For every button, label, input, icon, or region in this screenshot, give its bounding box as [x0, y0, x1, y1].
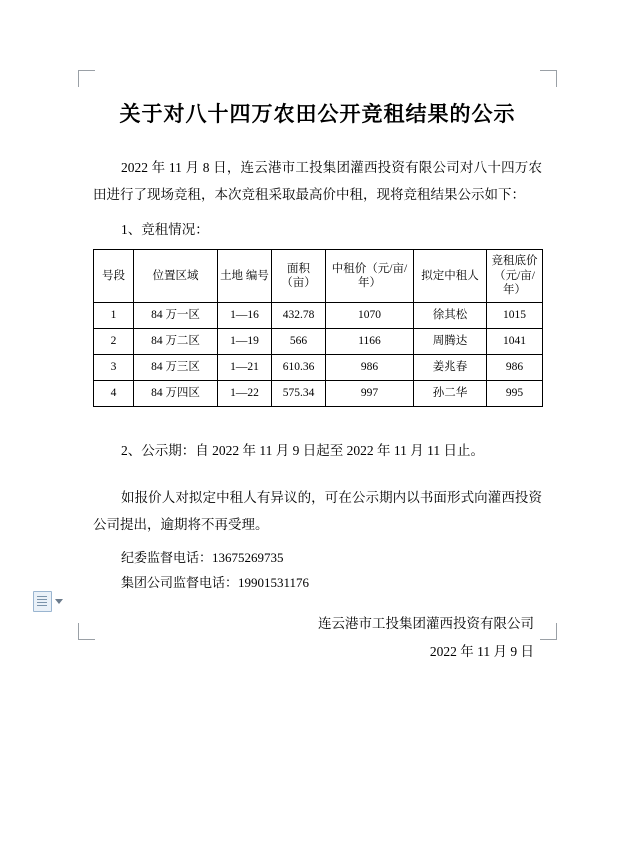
table-cell: 986 [326, 355, 414, 381]
table-header-cell: 拟定中租人 [414, 250, 487, 303]
table-cell: 1—22 [218, 381, 272, 407]
table-cell: 1015 [487, 303, 543, 329]
table-header-cell: 位置区域 [134, 250, 218, 303]
table-cell: 2 [94, 329, 134, 355]
caret-down-icon[interactable] [55, 599, 63, 604]
table-row [94, 303, 543, 329]
objection-paragraph: 如报价人对拟定中租人有异议的，可在公示期内以书面形式向灌西投资公司提出，逾期将不再受理。 [93, 490, 542, 532]
table-header-cell: 号段 [94, 250, 134, 303]
table-cell: 1—16 [218, 303, 272, 329]
table-cell: 1—21 [218, 355, 272, 381]
table-row [94, 329, 543, 355]
signature-date: 2022 年 11 月 9 日 [429, 644, 534, 660]
table-cell: 1—19 [218, 329, 272, 355]
table-header-cell: 土地 编号 [218, 250, 272, 303]
bid-results-table [93, 249, 543, 407]
table-cell: 3 [94, 355, 134, 381]
table-cell: 84 万四区 [134, 381, 218, 407]
table-cell: 84 万一区 [134, 303, 218, 329]
document-content [93, 80, 542, 665]
intro-paragraph: 2022 年 11 月 8 日，连云港市工投集团灌西投资有限公司对八十四万农田进行了现场竞租，本次竞租采取最高价中租，现将竞租结果公示如下： [93, 160, 542, 202]
section-2-label: 2、公示期：自 2022 年 11 月 9 日起至 2022 年 11 月 11 日止。 [121, 443, 484, 458]
table-cell: 575.34 [272, 381, 326, 407]
signature-org: 连云港市工投集团灌西投资有限公司 [318, 616, 534, 632]
table-row [94, 381, 543, 407]
document-icon[interactable] [33, 591, 52, 612]
table-cell: 84 万二区 [134, 329, 218, 355]
table-cell: 1 [94, 303, 134, 329]
table-cell: 周腾达 [414, 329, 487, 355]
table-cell: 432.78 [272, 303, 326, 329]
table-cell: 84 万三区 [134, 355, 218, 381]
crop-mark-top-right [540, 70, 557, 87]
table-cell: 997 [326, 381, 414, 407]
table-header-cell: 竞租底价（元/亩/年） [487, 250, 543, 303]
table-header-row [94, 250, 543, 303]
table-cell: 1041 [487, 329, 543, 355]
crop-mark-bottom-right [540, 623, 557, 640]
page-title: 关于对八十四万农田公开竞租结果的公示 [119, 102, 516, 126]
table-cell: 986 [487, 355, 543, 381]
table-cell: 徐其松 [414, 303, 487, 329]
table-cell: 孙二华 [414, 381, 487, 407]
table-row [94, 355, 543, 381]
table-cell: 566 [272, 329, 326, 355]
group-contact: 集团公司监督电话：19901531176 [121, 574, 310, 590]
spacer [93, 470, 542, 484]
table-cell: 995 [487, 381, 543, 407]
table-cell: 1166 [326, 329, 414, 355]
discipline-contact: 纪委监督电话：13675269735 [121, 550, 284, 565]
table-cell: 姜兆春 [414, 355, 487, 381]
document-attachment-control[interactable] [33, 591, 63, 612]
spacer [93, 417, 542, 431]
section-1-label: 1、竞租情况： [121, 222, 209, 237]
table-cell: 4 [94, 381, 134, 407]
table-header-cell: 面积（亩） [272, 250, 326, 303]
table-cell: 1070 [326, 303, 414, 329]
table-header-cell: 中租价（元/亩/年） [326, 250, 414, 303]
table-cell: 610.36 [272, 355, 326, 381]
